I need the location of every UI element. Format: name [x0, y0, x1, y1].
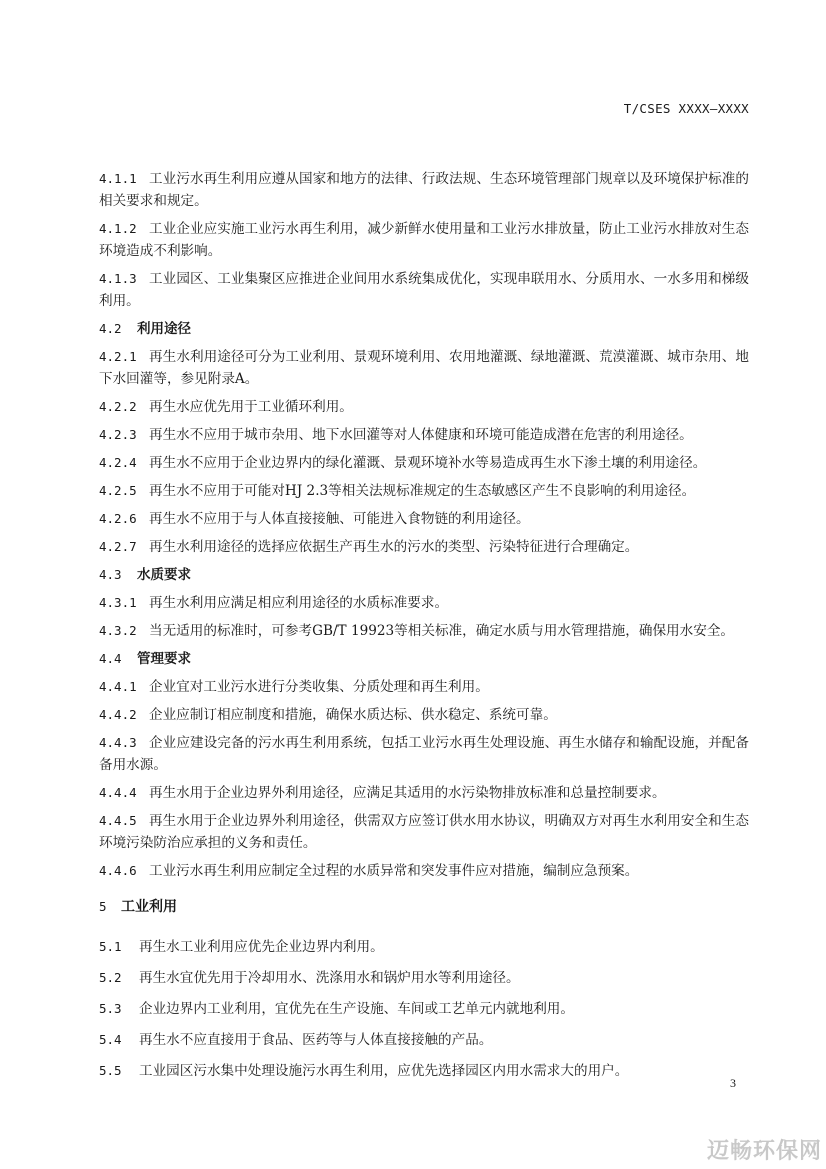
clause-text: 再生水用于企业边界外利用途径，供需双方应签订供水用水协议，明确双方对再生水利用安全和生态环境污染防治应承担的义务和责任。	[99, 813, 749, 851]
clause-number: 4.2.2	[99, 399, 137, 414]
clause-4-4-3	[99, 732, 749, 776]
clause-text: 企业应建设完备的污水再生利用系统，包括工业污水再生处理设施、再生水储存和输配设施，并配备备用水源。	[99, 735, 749, 773]
document-code: T/CSES XXXX—XXXX	[623, 101, 749, 116]
clause-text: 再生水不应用于城市杂用、地下水回灌等对人体健康和环境可能造成潜在危害的利用途径。	[149, 427, 693, 443]
clause-number: 4.4.2	[99, 707, 137, 722]
clause-text: 工业企业应实施工业污水再生利用，减少新鲜水使用量和工业污水排放量，防止工业污水排放对生态环境造成不利影响。	[99, 221, 749, 259]
clause-number: 5.4	[99, 1032, 122, 1047]
clause-5-4	[99, 1029, 749, 1051]
clause-number: 4.2.4	[99, 455, 137, 470]
clause-4-4-4	[99, 782, 749, 804]
clause-text: 再生水利用应满足相应利用途径的水质标准要求。	[149, 595, 449, 611]
clause-text: 企业边界内工业利用，宜优先在生产设施、车间或工艺单元内就地利用。	[139, 1001, 574, 1017]
clause-number: 4.4.6	[99, 863, 137, 878]
heading-5	[99, 896, 749, 918]
clause-4-3-2	[99, 620, 749, 642]
heading-4-2	[99, 318, 749, 340]
clause-number: 4.4.1	[99, 679, 137, 694]
clause-5-3	[99, 998, 749, 1020]
clause-text: 工业园区、工业集聚区应推进企业间用水系统集成优化，实现串联用水、分质用水、一水多用和梯级利用。	[99, 271, 749, 309]
clause-text: 企业应制订相应制度和措施，确保水质达标、供水稳定、系统可靠。	[149, 707, 557, 723]
heading-text: 利用途径	[137, 321, 191, 337]
clause-4-2-4	[99, 452, 749, 474]
clause-number: 5.2	[99, 970, 122, 985]
heading-number: 5	[99, 899, 107, 914]
clause-4-1-3	[99, 268, 749, 312]
clause-4-2-6	[99, 508, 749, 530]
heading-4-3	[99, 564, 749, 586]
page-number: 3	[730, 1076, 736, 1090]
clause-5-5	[99, 1060, 749, 1082]
clause-5-1	[99, 936, 749, 958]
clause-4-4-5	[99, 810, 749, 854]
clause-number: 4.4.3	[99, 735, 137, 750]
heading-number: 4.4	[99, 651, 122, 666]
clause-text: 再生水宜优先用于冷却用水、洗涤用水和锅炉用水等利用途径。	[139, 970, 520, 986]
clause-text: 再生水不应用于企业边界内的绿化灌溉、景观环境补水等易造成再生水下渗土壤的利用途径。	[149, 455, 707, 471]
clause-number: 5.3	[99, 1001, 122, 1016]
clause-text: 再生水不应直接用于食品、医药等与人体直接接触的产品。	[139, 1032, 493, 1048]
clause-number: 5.1	[99, 939, 122, 954]
clause-number: 4.2.7	[99, 539, 137, 554]
clause-text: 工业污水再生利用应制定全过程的水质异常和突发事件应对措施，编制应急预案。	[149, 863, 639, 879]
clause-number: 4.2.1	[99, 349, 137, 364]
clause-text: 再生水工业利用应优先企业边界内利用。	[139, 939, 384, 955]
section-5-clauses	[99, 936, 749, 1082]
clause-4-4-2	[99, 704, 749, 726]
clause-text: 当无适用的标准时，可参考GB/T 19923等相关标准，确定水质与用水管理措施，确保用水安全。	[149, 623, 735, 639]
clause-text: 工业污水再生利用应遵从国家和地方的法律、行政法规、生态环境管理部门规章以及环境保护标准的相关要求和规定。	[99, 171, 749, 209]
document-body	[99, 168, 749, 1091]
heading-text: 工业利用	[121, 899, 177, 915]
clause-4-2-7	[99, 536, 749, 558]
clause-number: 5.5	[99, 1063, 122, 1078]
heading-number: 4.2	[99, 321, 122, 336]
clause-5-2	[99, 967, 749, 989]
watermark: 迈畅环保网	[706, 1139, 822, 1164]
clause-text: 再生水利用途径的选择应依据生产再生水的污水的类型、污染特征进行合理确定。	[149, 539, 639, 555]
clause-number: 4.3.1	[99, 595, 137, 610]
heading-number: 4.3	[99, 567, 122, 582]
heading-4-4	[99, 648, 749, 670]
clause-text: 再生水应优先用于工业循环利用。	[149, 399, 353, 415]
heading-text: 水质要求	[137, 567, 191, 583]
clause-number: 4.4.4	[99, 785, 137, 800]
clause-4-2-3	[99, 424, 749, 446]
clause-number: 4.2.5	[99, 483, 137, 498]
clause-4-1-2	[99, 218, 749, 262]
clause-number: 4.1.1	[99, 171, 137, 186]
clause-number: 4.1.3	[99, 271, 137, 286]
clause-text: 企业宜对工业污水进行分类收集、分质处理和再生利用。	[149, 679, 489, 695]
clause-text: 工业园区污水集中处理设施污水再生利用，应优先选择园区内用水需求大的用户。	[139, 1063, 629, 1079]
clause-text: 再生水用于企业边界外利用途径，应满足其适用的水污染物排放标准和总量控制要求。	[149, 785, 666, 801]
clause-4-4-1	[99, 676, 749, 698]
clause-4-1-1	[99, 168, 749, 212]
clause-4-4-6	[99, 860, 749, 882]
clause-number: 4.4.5	[99, 813, 137, 828]
clause-4-2-1	[99, 346, 749, 390]
clause-number: 4.3.2	[99, 623, 137, 638]
clause-number: 4.2.6	[99, 511, 137, 526]
clause-4-2-5	[99, 480, 749, 502]
clause-text: 再生水不应用于可能对HJ 2.3等相关法规标准规定的生态敏感区产生不良影响的利用途径。	[149, 483, 696, 499]
clause-number: 4.2.3	[99, 427, 137, 442]
clause-4-2-2	[99, 396, 749, 418]
heading-text: 管理要求	[137, 651, 191, 667]
clause-number: 4.1.2	[99, 221, 137, 236]
clause-text: 再生水利用途径可分为工业利用、景观环境利用、农用地灌溉、绿地灌溉、荒漠灌溉、城市杂用、地下水回灌等，参见附录A。	[99, 349, 749, 387]
clause-4-3-1	[99, 592, 749, 614]
clause-text: 再生水不应用于与人体直接接触、可能进入食物链的利用途径。	[149, 511, 530, 527]
